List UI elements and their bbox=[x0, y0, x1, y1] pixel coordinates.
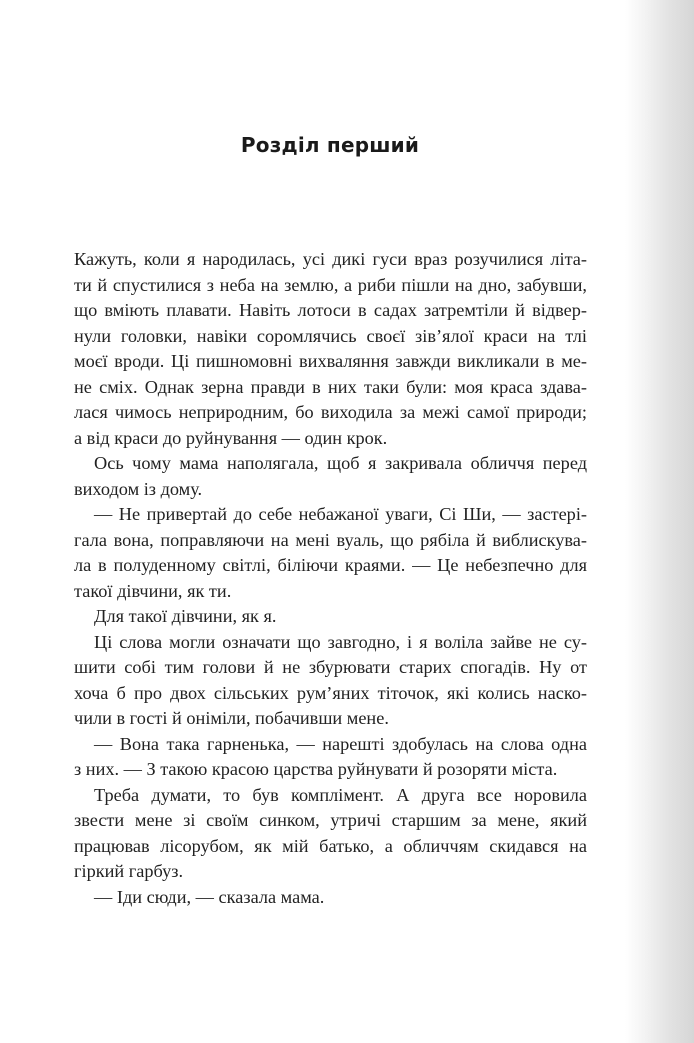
text-line: Треба думати, то був комплімент. А друга все норовила bbox=[94, 784, 587, 805]
text-line: — Не привертай до себе небажаної уваги, Сі Ши, — застері- bbox=[94, 504, 587, 524]
text-line: з них. — З такою красою царства руйнувати й розоряти міста. bbox=[74, 759, 558, 779]
text-line: — Вона така гарненька, — нарешті здобулась на слова одна bbox=[94, 733, 587, 754]
text-line: Для такої дівчини, як я. bbox=[94, 606, 277, 626]
paragraph bbox=[74, 732, 587, 783]
text-line: виходом із дому. bbox=[74, 478, 203, 499]
text-line: а від краси до руйнування — один крок. bbox=[74, 427, 388, 448]
text-line: гіркий гарбуз. bbox=[74, 861, 184, 881]
paragraph bbox=[74, 247, 587, 451]
text-line: лася чимось неприродним, бо виходила за межі самої природи; bbox=[74, 402, 587, 422]
chapter-body-text bbox=[74, 247, 587, 910]
text-line: звести мене зі своїм синком, утричі старшим за мене, який bbox=[74, 810, 587, 830]
text-line: хоча б про двох сільських рум’яних тіточок, які колись наско- bbox=[74, 682, 587, 703]
text-line: не сміх. Однак зерна правди в них таки були: моя краса здава- bbox=[74, 376, 587, 397]
text-line: ла в полуденному світлі, біліючи краями. — Це небезпечно для bbox=[74, 555, 587, 575]
text-line: Кажуть, коли я народилась, усі дикі гуси враз розучилися літа- bbox=[74, 249, 587, 269]
text-line: нули головки, навіки соромлячись своєї зів’ялої краси на тлі bbox=[74, 325, 587, 346]
text-line: Ці слова могли означати що завгодно, і я воліла зайве не су- bbox=[94, 631, 587, 652]
text-line: такої дівчини, як ти. bbox=[74, 580, 232, 601]
paragraph bbox=[74, 885, 587, 911]
text-line: чили в гості й оніміли, побачивши мене. bbox=[74, 708, 389, 728]
text-line: ти й спустилися з неба на землю, а риби пішли на дно, забувши, bbox=[74, 274, 587, 295]
text-line: що вміють плавати. Навіть лотоси в садах затремтіли й відвер- bbox=[74, 300, 587, 320]
text-line: працював лісорубом, як мій батько, а обличчям скидався на bbox=[74, 835, 587, 856]
text-line: — Іди сюди, — сказала мама. bbox=[94, 886, 325, 907]
text-line: Ось чому мама наполягала, щоб я закривала обличчя перед bbox=[94, 453, 587, 473]
paragraph bbox=[74, 783, 587, 885]
paragraph bbox=[74, 604, 587, 630]
text-line: шити собі тим голови й не збурювати старих спогадів. Ну от bbox=[74, 657, 587, 677]
text-line: гала вона, поправляючи на мені вуаль, що рябіла й виблискува- bbox=[74, 529, 587, 550]
paragraph bbox=[74, 630, 587, 732]
paragraph bbox=[74, 451, 587, 502]
chapter-title: Розділ перший bbox=[240, 133, 420, 157]
text-line: моєї вроди. Ці пишномовні вихваляння завжди викликали в ме- bbox=[74, 351, 587, 371]
paragraph bbox=[74, 502, 587, 604]
